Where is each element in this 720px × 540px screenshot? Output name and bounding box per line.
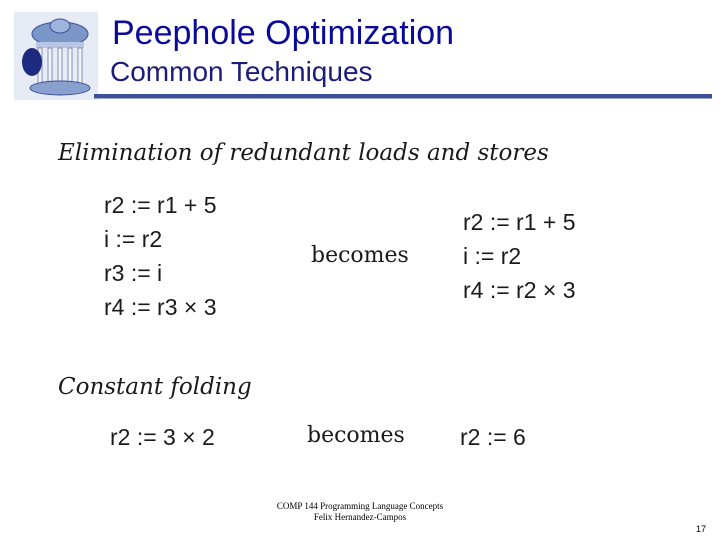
code-line: r2 := 6 bbox=[460, 424, 526, 450]
code-line: r2 := r1 + 5 bbox=[463, 209, 576, 235]
code-after-redundant bbox=[463, 205, 576, 307]
code-line: i := r2 bbox=[104, 226, 163, 252]
code-line: r2 := 3 × 2 bbox=[110, 424, 215, 450]
slide-title: Peephole Optimization bbox=[112, 14, 455, 52]
code-line: r3 := i bbox=[104, 260, 163, 286]
title-divider-shadow bbox=[94, 98, 712, 99]
footer-course: COMP 144 Programming Language Concepts bbox=[276, 501, 444, 511]
code-line: r2 := r1 + 5 bbox=[104, 192, 217, 218]
code-before-folding bbox=[110, 420, 215, 454]
becomes-label: becomes bbox=[307, 423, 405, 448]
code-line: r4 := r3 × 3 bbox=[104, 294, 217, 320]
code-line: i := r2 bbox=[463, 243, 522, 269]
code-before-redundant bbox=[104, 188, 217, 324]
section-heading-constant-folding: Constant folding bbox=[58, 374, 252, 400]
page-number: 17 bbox=[695, 524, 706, 534]
becomes-label: becomes bbox=[311, 243, 409, 268]
section-heading-redundant-loads: Elimination of redundant loads and stores bbox=[58, 140, 549, 166]
old-well-pavilion-icon bbox=[14, 12, 98, 100]
footer-author: Felix Hernandez-Campos bbox=[313, 512, 407, 522]
slide-subtitle: Common Techniques bbox=[110, 56, 373, 87]
code-after-folding bbox=[460, 420, 526, 454]
code-line: r4 := r2 × 3 bbox=[463, 277, 576, 303]
